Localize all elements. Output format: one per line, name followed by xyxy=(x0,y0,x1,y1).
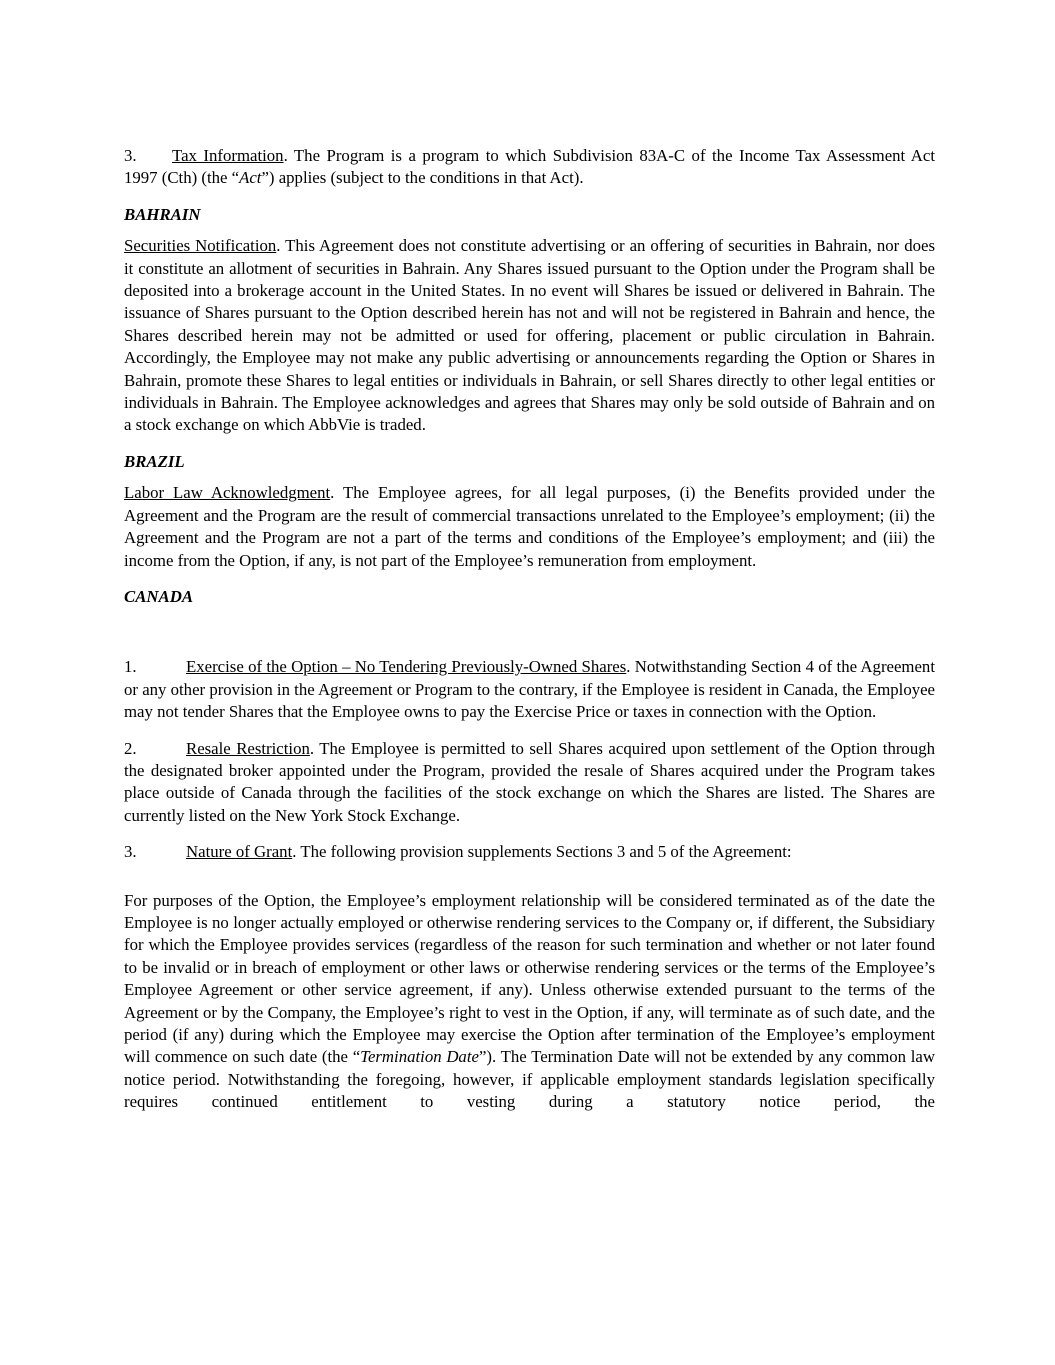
clause-body: . The Employee is permitted to sell Shares acquired upon settlement of the Option through the designated broker appointed under the Program, provided the resale of Shares acquired under the Program takes place outside of Canada through the facilities of the stock exchange on which the Shares are listed. The Shares are currently listed on the New York Stock Exchange. xyxy=(124,738,935,825)
lead-phrase-securities-notification: Securities Notification xyxy=(124,236,277,256)
paragraph-body-start: For purposes of the Option, the Employee’s employment relationship will be considered terminated as of the date the Employee is no longer actually employed or otherwise rendering services to the Company or, if different, the Subsidiary for which the Employee provides services (regardless of the reason for such termination and whether or not later found to be invalid or in breach of employment or other laws or otherwise rendering services or the terms of the Employee’s Employee Agreement or other service agreement, if any). Unless otherwise extended pursuant to the terms of the Agreement or by the Company, the Employee’s right to vest in the Option, if any, will terminate as of such date, and the period (if any) during which the Employee may exercise the Option after termination of the Employee’s employment will commence on such date (the “ xyxy=(124,890,935,1067)
clause-heading-nature-of-grant: Nature of Grant xyxy=(186,842,293,862)
clause-number: 1. xyxy=(124,657,137,677)
section-heading-brazil: BRAZIL xyxy=(124,451,185,471)
clause-nature-of-grant xyxy=(124,841,935,863)
clause-body: . The following provision supplements Sections 3 and 5 of the Agreement: xyxy=(292,842,792,862)
clause-body-start: . The Program is a program to which Subdivision 83A-C of the Income Tax Assessment Act 1997 (Cth) (the “ xyxy=(124,146,935,188)
section-heading-bahrain: BAHRAIN xyxy=(124,204,201,224)
clause-heading-tax-information: Tax Information xyxy=(172,146,284,165)
section-heading-canada: CANADA xyxy=(124,586,194,606)
italic-term-act: Act xyxy=(239,168,262,188)
paragraph-labor-law-acknowledgment xyxy=(124,482,935,572)
clause-number: 3. xyxy=(124,146,137,165)
clause-number: 3. xyxy=(124,842,137,862)
clause-exercise-of-option xyxy=(124,656,935,723)
clause-heading-resale-restriction: Resale Restriction xyxy=(186,738,310,758)
paragraph-body-end: ”). The Termination Date will not be extended by any common law notice period. Notwithstanding the foregoing, however, if applicable employment standards legislation specifically requires continued entitlement to vesting during a statutory notice period, the xyxy=(124,1047,935,1112)
clause-heading-exercise-of-option: Exercise of the Option – No Tendering Previously-Owned Shares xyxy=(186,657,627,677)
clause-resale-restriction xyxy=(124,738,935,828)
lead-phrase-labor-law-acknowledgment: Labor Law Acknowledgment xyxy=(124,483,331,503)
clause-body-end: ”) applies (subject to the conditions in that Act). xyxy=(261,168,584,188)
paragraph-termination-date xyxy=(124,890,935,1114)
clause-number: 2. xyxy=(124,738,137,758)
paragraph-body: . The Employee agrees, for all legal purposes, (i) the Benefits provided under the Agreement and the Program are the result of commercial transactions unrelated to the Employee’s employment; (ii) the Agreement and the Program are not a part of the terms and conditions of the Employee’s employment; and (iii) the income from the Option, if any, is not part of the Employee’s remuneration from employment. xyxy=(124,483,936,570)
clause-body: . Notwithstanding Section 4 of the Agreement or any other provision in the Agreement or Program to the contrary, if the Employee is resident in Canada, the Employee may not tender Shares that the Employee owns to pay the Exercise Price or taxes in connection with the Option. xyxy=(124,657,935,722)
clause-tax-information xyxy=(124,145,935,190)
italic-term-termination-date: Termination Date xyxy=(360,1047,479,1067)
paragraph-body: . This Agreement does not constitute advertising or an offering of securities in Bahrain, nor does it constitute an allotment of securities in Bahrain. Any Shares issued pursuant to the Option under the Program shall be deposited into a brokerage account in the United States. In no event will Shares be issued or delivered in Bahrain. The issuance of Shares pursuant to the Option described herein has not and will not be registered in Bahrain and hence, the Shares described herein may not be admitted or used for offering, placement or public circulation in Bahrain. Accordingly, the Employee may not make any public advertising or announcements regarding the Option or Shares in Bahrain, promote these Shares to legal entities or individuals in Bahrain, or sell Shares directly to other legal entities or individuals in Bahrain. The Employee acknowledges and agrees that Shares may only be sold outside of Bahrain and on a stock exchange on which AbbVie is traded. xyxy=(124,236,935,435)
paragraph-securities-notification xyxy=(124,235,935,437)
